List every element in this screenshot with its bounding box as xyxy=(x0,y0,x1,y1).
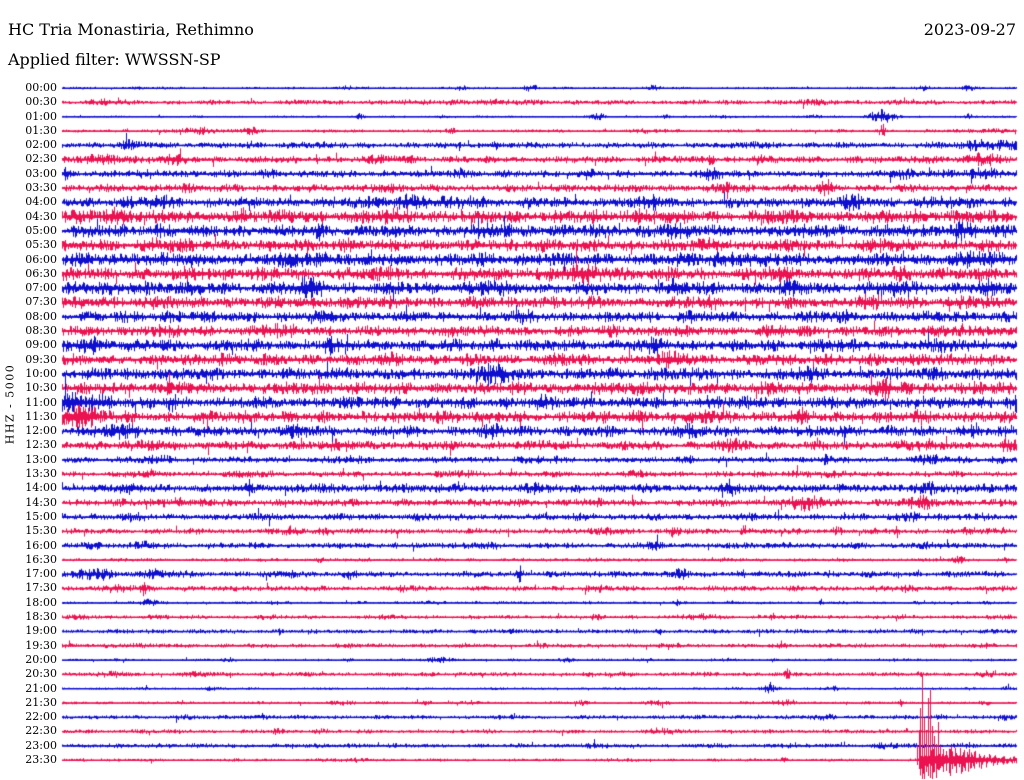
row-time-label: 21:00 xyxy=(25,682,57,695)
row-time-label: 12:00 xyxy=(25,424,57,437)
row-time-label: 10:00 xyxy=(25,367,57,380)
row-time-label: 17:00 xyxy=(25,567,57,580)
row-time-label: 07:30 xyxy=(25,295,57,308)
row-time-label: 00:30 xyxy=(25,95,57,108)
row-time-label: 22:00 xyxy=(25,710,57,723)
row-time-label: 15:00 xyxy=(25,510,57,523)
row-time-label: 01:00 xyxy=(25,110,57,123)
row-time-label: 19:30 xyxy=(25,639,57,652)
row-time-label: 04:30 xyxy=(25,210,57,223)
row-time-label: 16:00 xyxy=(25,539,57,552)
row-time-label: 13:30 xyxy=(25,467,57,480)
row-time-label: 20:00 xyxy=(25,653,57,666)
row-time-label: 02:30 xyxy=(25,152,57,165)
row-time-label: 14:30 xyxy=(25,496,57,509)
row-time-label: 23:30 xyxy=(25,753,57,766)
row-time-label: 05:30 xyxy=(25,238,57,251)
row-time-label: 20:30 xyxy=(25,667,57,680)
row-time-label: 00:00 xyxy=(25,81,57,94)
row-time-label: 01:30 xyxy=(25,124,57,137)
row-time-label: 06:30 xyxy=(25,267,57,280)
row-time-label: 03:00 xyxy=(25,167,57,180)
row-time-label: 22:30 xyxy=(25,724,57,737)
row-time-label: 09:00 xyxy=(25,338,57,351)
row-time-label: 05:00 xyxy=(25,224,57,237)
row-time-label: 18:00 xyxy=(25,596,57,609)
row-time-label: 12:30 xyxy=(25,438,57,451)
row-time-label: 08:00 xyxy=(25,310,57,323)
row-time-label: 19:00 xyxy=(25,624,57,637)
row-time-label: 02:00 xyxy=(25,138,57,151)
row-time-label: 07:00 xyxy=(25,281,57,294)
row-time-label: 11:00 xyxy=(25,396,57,409)
row-time-label: 16:30 xyxy=(25,553,57,566)
row-time-label: 06:00 xyxy=(25,253,57,266)
row-time-label: 18:30 xyxy=(25,610,57,623)
row-time-label: 21:30 xyxy=(25,696,57,709)
row-time-label: 10:30 xyxy=(25,381,57,394)
row-time-label: 11:30 xyxy=(25,410,57,423)
row-time-label: 09:30 xyxy=(25,353,57,366)
row-time-label: 03:30 xyxy=(25,181,57,194)
row-time-label: 14:00 xyxy=(25,481,57,494)
row-time-label: 23:00 xyxy=(25,739,57,752)
row-time-label: 13:00 xyxy=(25,453,57,466)
row-time-label: 17:30 xyxy=(25,581,57,594)
row-time-label: 04:00 xyxy=(25,195,57,208)
row-time-label: 15:30 xyxy=(25,524,57,537)
row-time-label: 08:30 xyxy=(25,324,57,337)
